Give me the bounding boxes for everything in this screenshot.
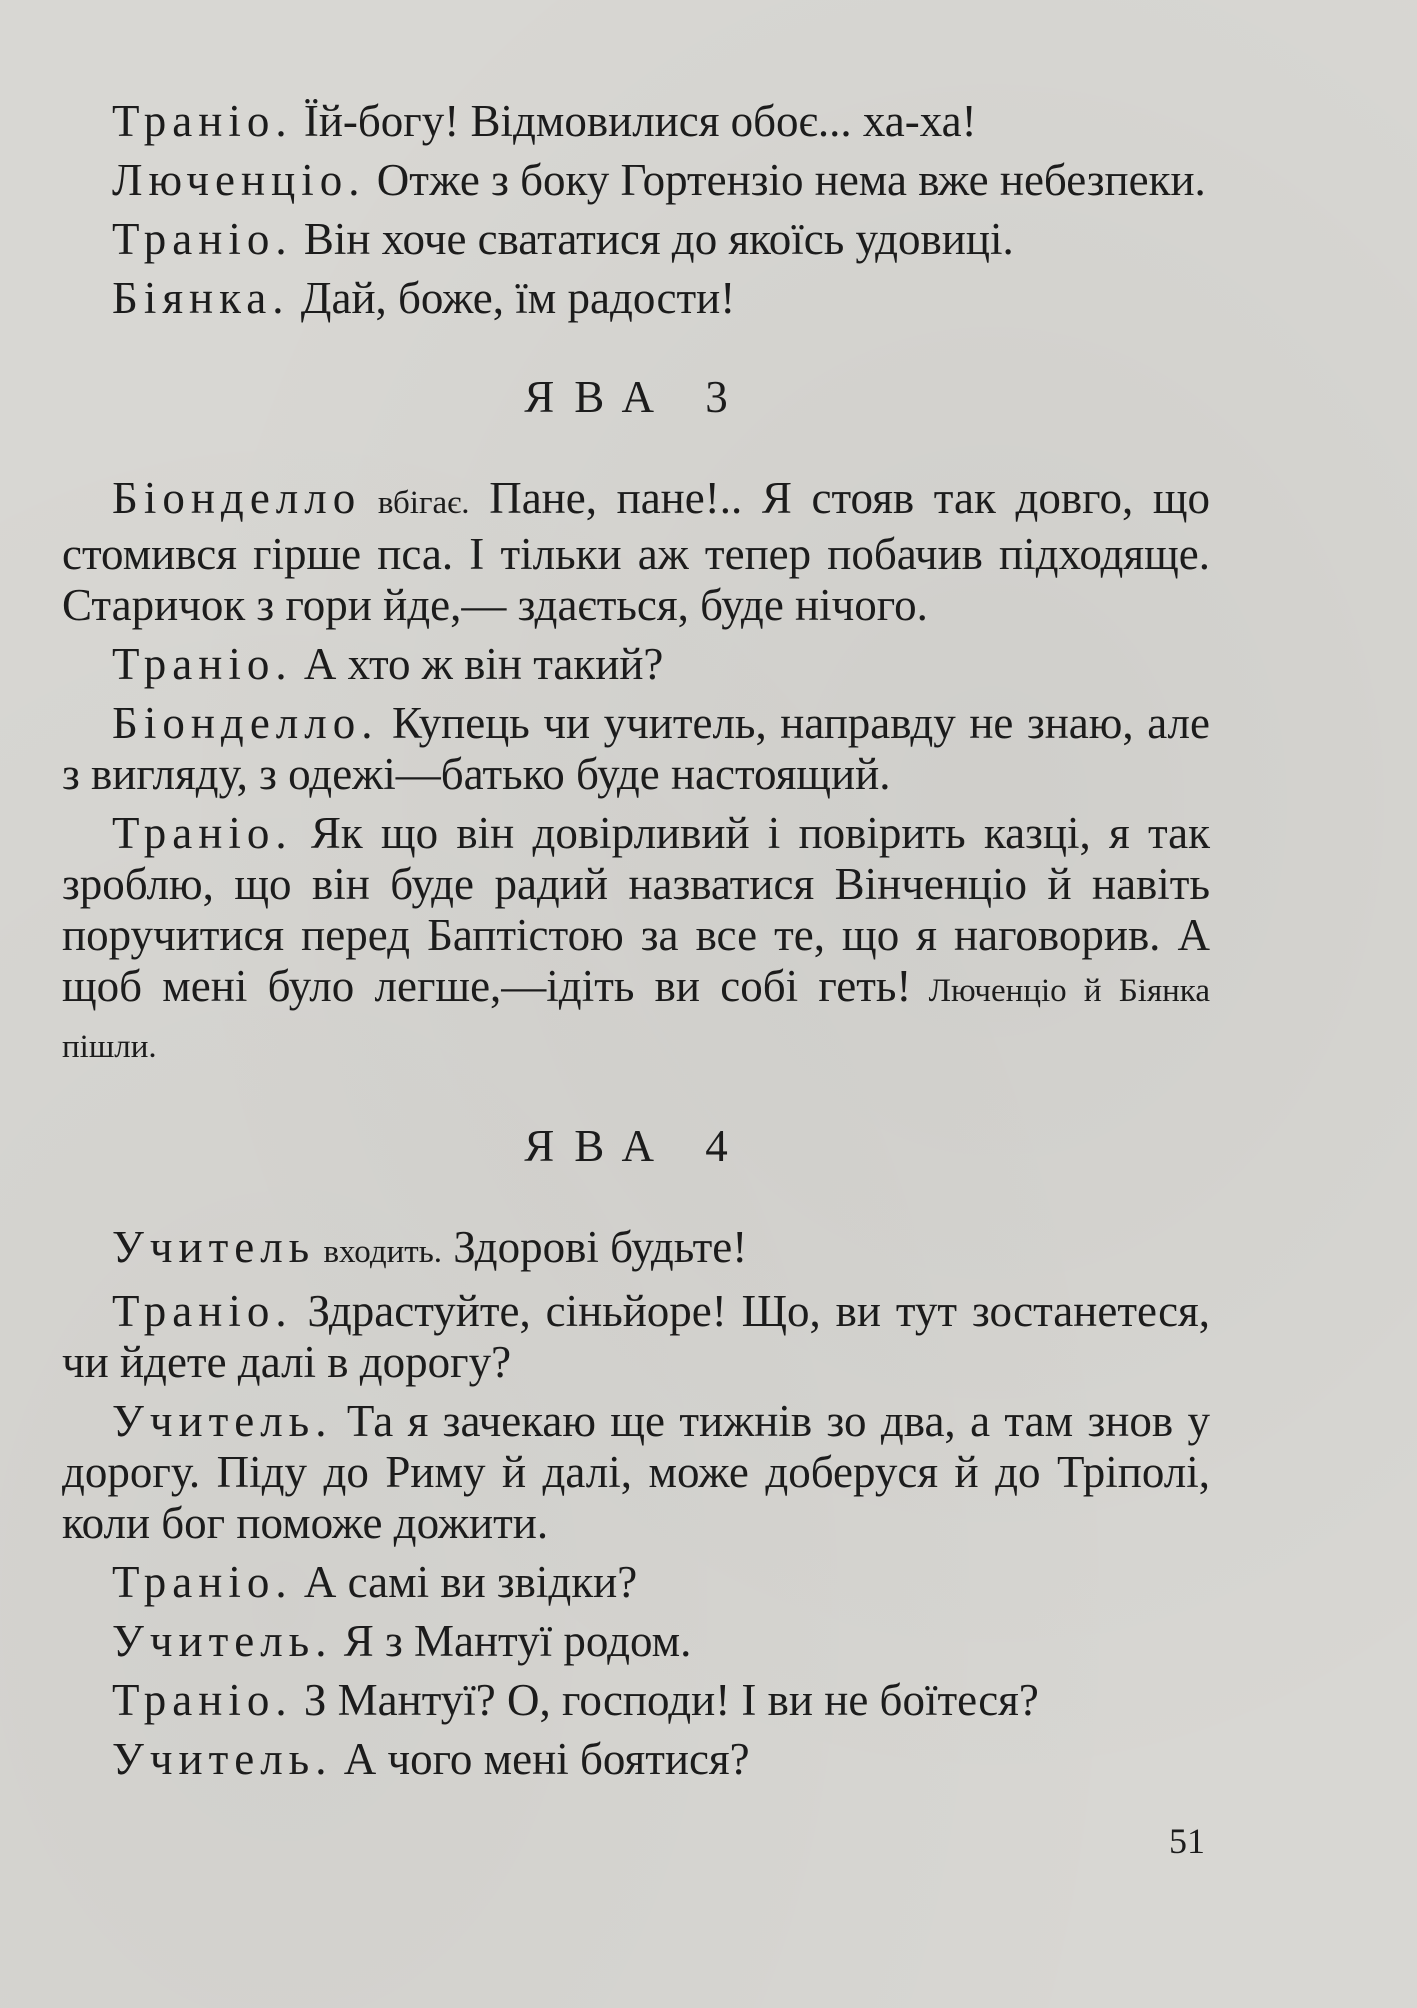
- speaker-name: Біянка.: [112, 273, 290, 323]
- speaker-name: Учитель: [112, 1222, 316, 1272]
- speaker-name: Учитель.: [112, 1396, 333, 1446]
- speech-text: Отже з боку Гортензіо нема вже небезпеки.: [365, 155, 1206, 205]
- dialogue-line: [62, 639, 1210, 690]
- speaker-name: Траніо.: [112, 1286, 293, 1336]
- speaker-name: Траніо.: [112, 1557, 293, 1607]
- speaker-name: Траніо.: [112, 96, 293, 146]
- speech-text: А хто ж він такий?: [292, 639, 664, 689]
- speech-text: Та я зачекаю ще тижнів зо два, а там знов у дорогу. Піду до Риму й далі, може доберуся й до Тріполі, коли бог поможе дожити.: [62, 1396, 1210, 1548]
- speaker-name: Учитель.: [112, 1734, 333, 1784]
- speech-text: Як що він довірливий і повірить казці, я так зроблю, що він буде радий назватися Вінченціо й навіть поручитися перед Баптістою за все те, що я наговорив. А щоб мені було легше,—ідіть ви собі геть!: [62, 808, 1210, 1011]
- speech-text: Їй-богу! Відмовилися обоє... ха-ха!: [292, 96, 977, 146]
- speech-text: Він хоче свататися до якоїсь удовиці.: [292, 214, 1014, 264]
- dialogue-line: [62, 214, 1210, 265]
- dialogue-line: [62, 1734, 1210, 1785]
- speech-text: З Мантуї? О, господи! І ви не боїтеся?: [292, 1675, 1039, 1725]
- dialogue-line: [62, 473, 1210, 631]
- dialogue-line: [62, 1675, 1210, 1726]
- speaker-name: Траніо.: [112, 808, 293, 858]
- speaker-name: Біонделло.: [112, 698, 379, 748]
- dialogue-line: [62, 1222, 1210, 1278]
- speaker-name: Учитель.: [112, 1616, 333, 1666]
- speaker-name: Люченціо.: [112, 155, 366, 205]
- stage-direction: вбігає.: [361, 485, 470, 521]
- stage-direction: входить.: [315, 1234, 442, 1270]
- dialogue-line: [62, 155, 1210, 206]
- scene-heading: ЯВА 3: [524, 372, 748, 422]
- speech-text: Купець чи учитель, направду не знаю, але з вигляду, з одежі—батько буде настоящий.: [62, 698, 1210, 799]
- speaker-name: Траніо.: [112, 639, 293, 689]
- speech-text: А чого мені боятися?: [332, 1734, 750, 1784]
- speech-text: Я з Мантуї родом.: [332, 1616, 692, 1666]
- stage-direction: Люченціо й Біянка пішли.: [62, 973, 1210, 1065]
- dialogue-line: [62, 808, 1210, 1073]
- dialogue-line: [62, 273, 1210, 324]
- dialogue-line: [62, 698, 1210, 800]
- speech-text: Здрастуйте, сіньйоре! Що, ви тут зостанетеся, чи йдете далі в дорогу?: [62, 1286, 1210, 1387]
- speech-text: А самі ви звідки?: [292, 1557, 638, 1607]
- speech-text: Дай, боже, їм радости!: [289, 273, 736, 323]
- dialogue-line: [62, 96, 1210, 147]
- speech-text: Здорові будьте!: [442, 1222, 748, 1272]
- speaker-name: Біонделло: [112, 473, 362, 523]
- speech-text: Пане, пане!.. Я стояв так довго, що стомився гірше пса. І тільки аж тепер побачив підходяще. Старичок з гори йде,— здається, буде нічого.: [62, 473, 1210, 630]
- play-text: [62, 96, 1210, 1793]
- dialogue-line: [62, 1396, 1210, 1549]
- dialogue-line: [62, 1286, 1210, 1388]
- dialogue-line: [62, 1616, 1210, 1667]
- page-number: 51: [1169, 1821, 1205, 1861]
- dialogue-line: [62, 1557, 1210, 1608]
- speaker-name: Траніо.: [112, 1675, 293, 1725]
- scene-heading: ЯВА 4: [524, 1121, 748, 1171]
- speaker-name: Траніо.: [112, 214, 293, 264]
